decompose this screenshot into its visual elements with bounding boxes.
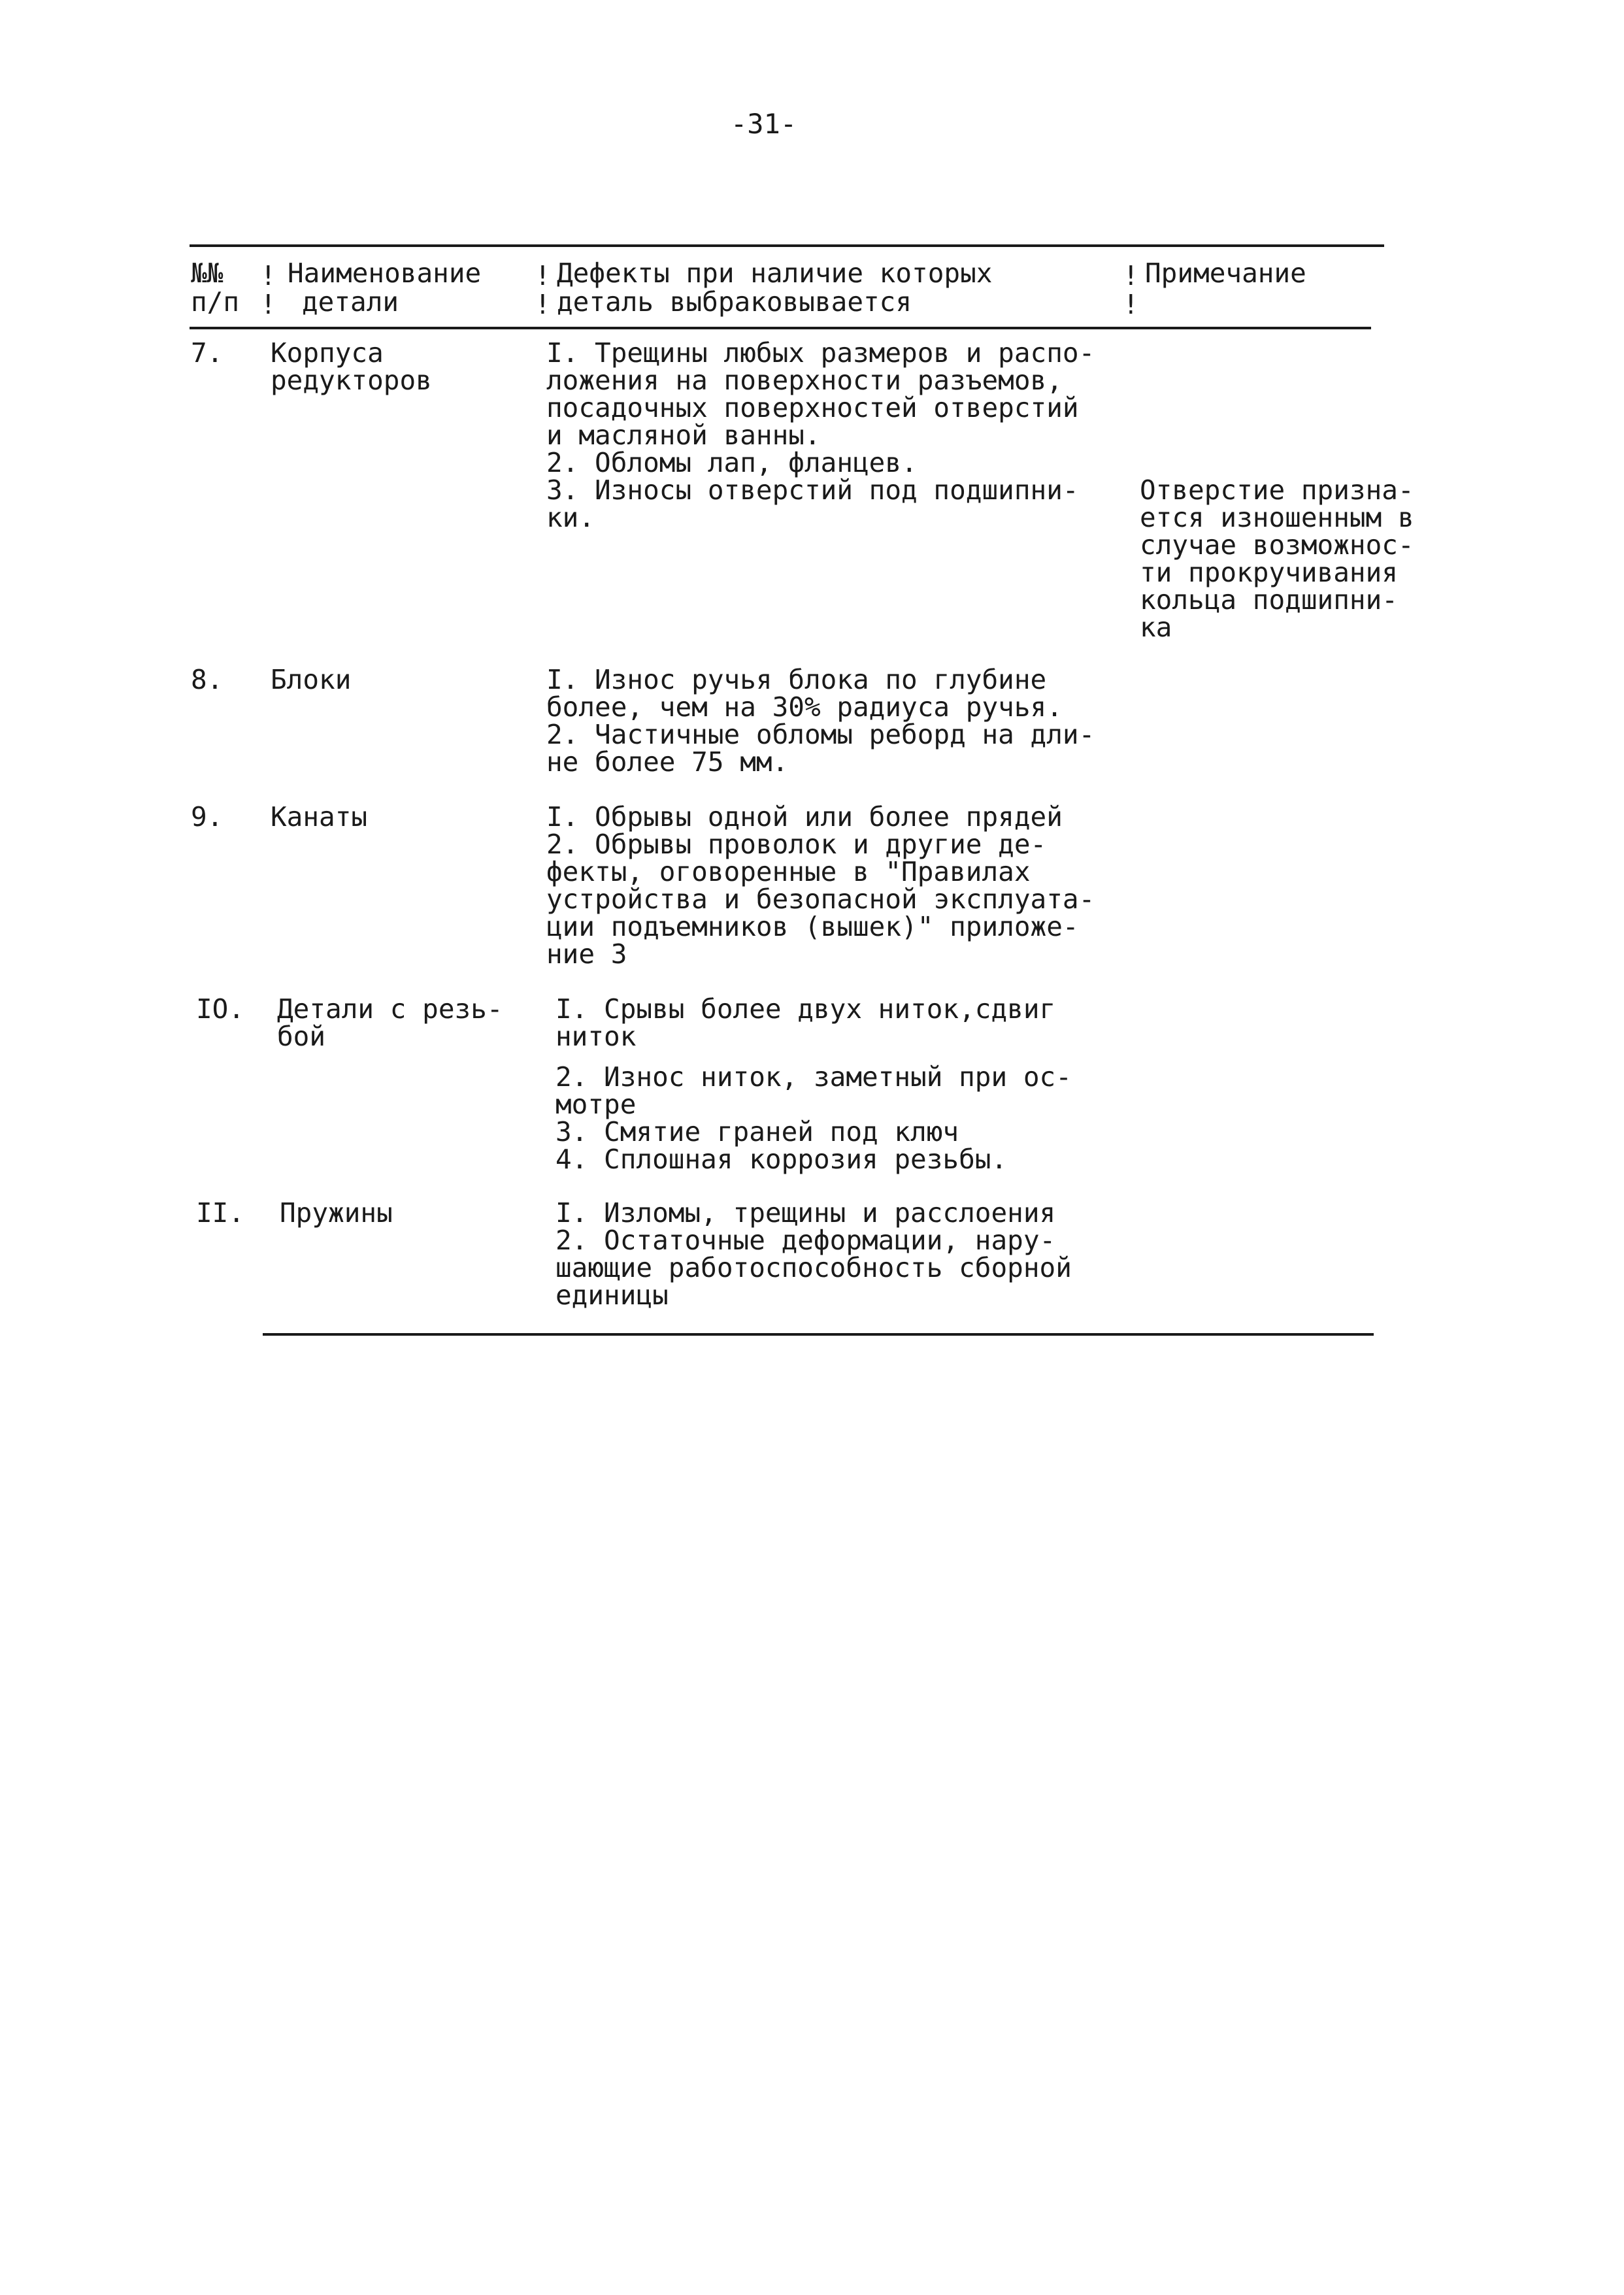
defect-line: и масляной ванны. — [546, 420, 821, 451]
row-number: 9. — [191, 801, 224, 833]
defect-line: I. Трещины любых размеров и распо- — [546, 337, 1095, 369]
part-name-line: редукторов — [271, 365, 432, 396]
part-name-line: Корпуса — [271, 337, 384, 369]
defect-line: 2. Обрывы проволок и другие де- — [546, 829, 1047, 860]
defect-line: ложения на поверхности разъемов, — [546, 365, 1063, 396]
defect-line: 3. Смятие граней под ключ — [555, 1116, 959, 1148]
part-name-line: Детали с резь- — [277, 993, 503, 1025]
row-number: IO. — [196, 993, 245, 1025]
defect-line: устройства и безопасной эксплуата- — [546, 883, 1095, 915]
part-name-line: Пружины — [280, 1197, 393, 1229]
defect-line: посадочных поверхностей отверстий — [546, 392, 1079, 423]
note-line: ка — [1140, 612, 1172, 643]
header-num-line1: №№ — [191, 257, 224, 289]
defect-line: ки. — [546, 502, 595, 533]
defect-line: ние 3 — [546, 938, 627, 970]
header-defects-line2: деталь выбраковывается — [557, 286, 912, 318]
defect-line: ции подъемников (вышек)" приложе- — [546, 911, 1079, 942]
header-name-line2: детали — [302, 286, 399, 318]
defect-line: 2. Частичные обломы реборд на дли- — [546, 719, 1095, 750]
column-separator: ! — [1123, 289, 1139, 320]
page-number: -31- — [731, 108, 797, 140]
table-bottom-rule — [263, 1333, 1374, 1336]
column-separator: ! — [260, 260, 276, 291]
table-top-rule — [190, 244, 1384, 247]
defect-line: 3. Износы отверстий под подшипни- — [546, 474, 1079, 506]
defect-line: фекты, оговоренные в "Правилах — [546, 856, 1031, 887]
defect-line: 2. Обломы лап, фланцев. — [546, 447, 918, 478]
header-defects-line1: Дефекты при наличие которых — [557, 257, 993, 289]
column-separator: ! — [1123, 260, 1139, 291]
defect-line: ниток — [555, 1021, 637, 1052]
defect-line: 2. Износ ниток, заметный при ос- — [555, 1061, 1072, 1093]
row-number: 8. — [191, 664, 224, 695]
header-name-line1: Наименование — [288, 257, 482, 289]
header-num-line2: п/п — [191, 286, 240, 318]
column-separator: ! — [535, 289, 551, 320]
table-header-rule — [190, 327, 1371, 329]
note-line: Отверстие призна- — [1140, 474, 1414, 506]
column-separator: ! — [535, 260, 551, 291]
defect-line: I. Изломы, трещины и расслоения — [555, 1197, 1056, 1229]
note-line: кольца подшипни- — [1140, 584, 1398, 616]
row-number: II. — [196, 1197, 245, 1229]
defect-line: I. Износ ручья блока по глубине — [546, 664, 1047, 695]
defect-line: более, чем на 30% радиуса ручья. — [546, 691, 1063, 723]
note-line: ти прокручивания — [1140, 557, 1398, 588]
note-line: случае возможнос- — [1140, 529, 1414, 561]
part-name-line: Канаты — [271, 801, 368, 833]
defect-line: I. Срывы более двух ниток,сдвиг — [555, 993, 1056, 1025]
row-number: 7. — [191, 337, 224, 369]
defect-line: мотре — [555, 1089, 637, 1120]
note-line: ется изношенным в — [1140, 502, 1414, 533]
part-name-line: бой — [277, 1021, 326, 1052]
header-note: Примечание — [1145, 257, 1306, 289]
defect-line: 2. Остаточные деформации, нару- — [555, 1225, 1056, 1256]
defect-line: шающие работоспособность сборной — [555, 1252, 1072, 1283]
defect-line: I. Обрывы одной или более прядей — [546, 801, 1063, 833]
defect-line: не более 75 мм. — [546, 746, 789, 778]
part-name-line: Блоки — [271, 664, 352, 695]
defect-line: единицы — [555, 1280, 669, 1311]
defect-line: 4. Сплошная коррозия резьбы. — [555, 1144, 1008, 1175]
column-separator: ! — [260, 289, 276, 320]
